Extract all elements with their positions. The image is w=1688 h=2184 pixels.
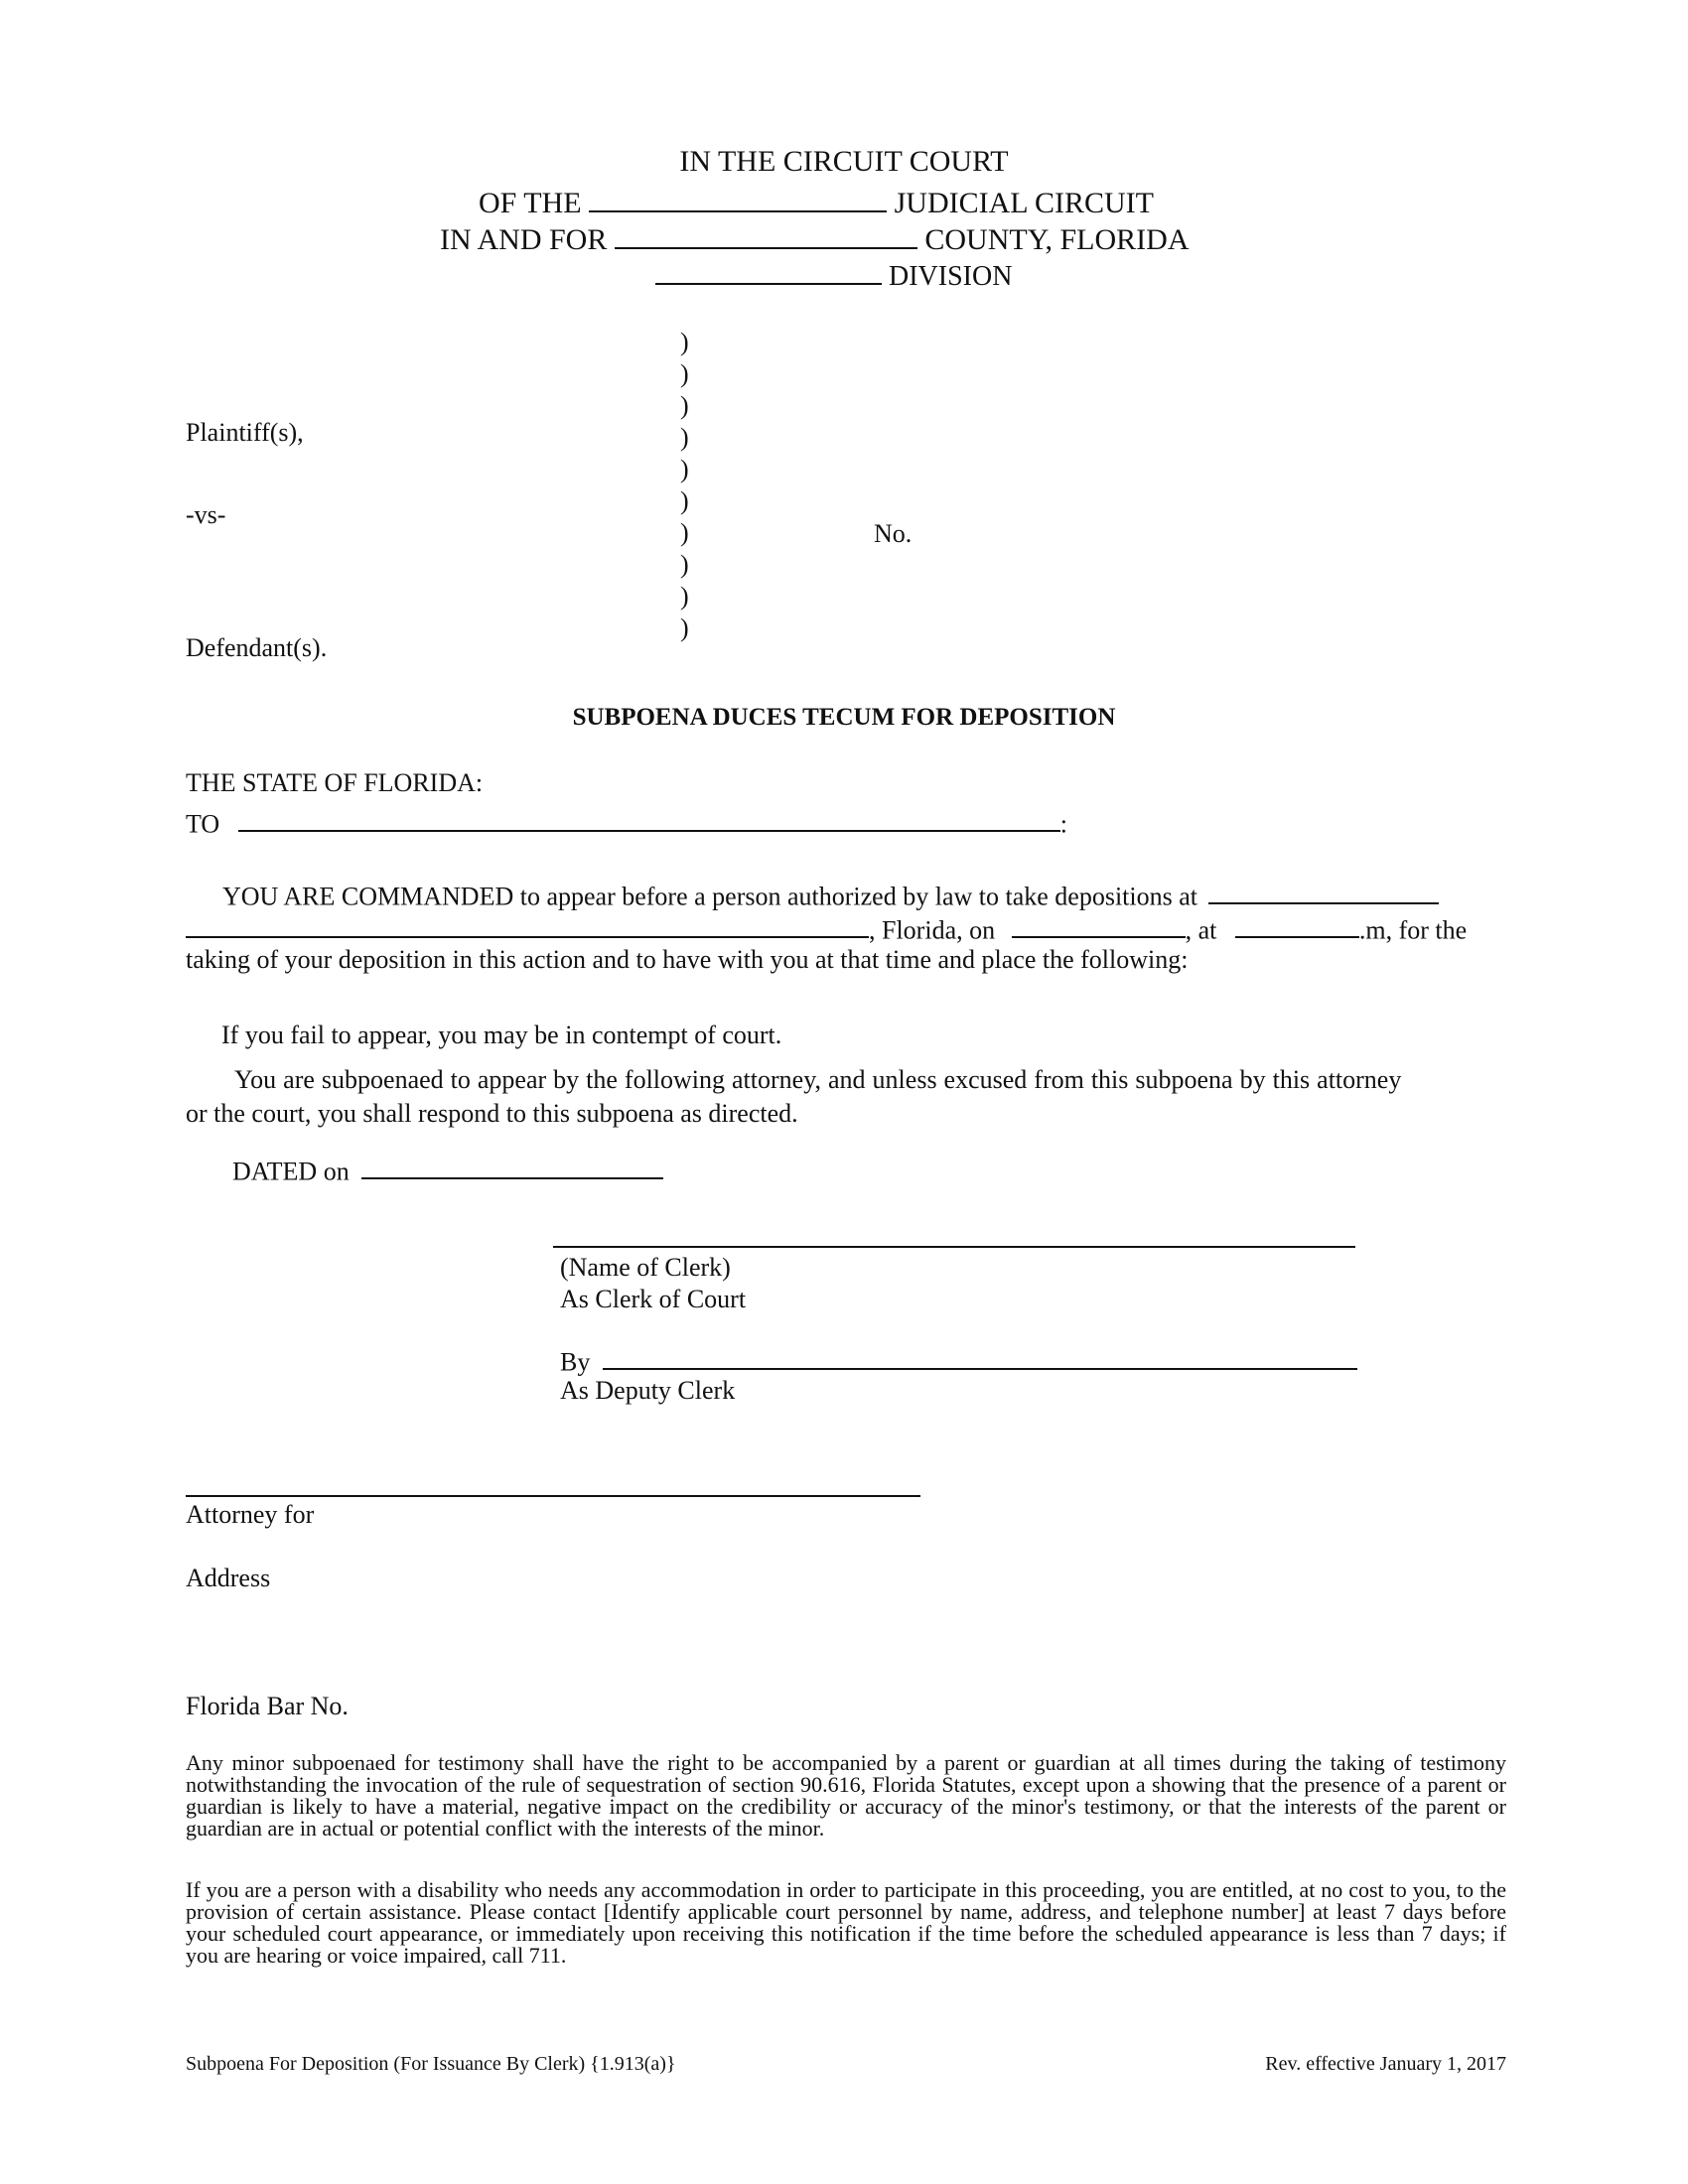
dated-blank[interactable]: [361, 1155, 663, 1179]
florida-bar-label: Florida Bar No.: [186, 1692, 349, 1720]
footer-form-name: Subpoena For Deposition (For Issuance By Clerk) {1.913(a)}: [186, 2053, 676, 2075]
header-division: DIVISION: [889, 261, 1013, 293]
deputy-clerk-label: As Deputy Clerk: [560, 1376, 736, 1405]
vs-label: -vs-: [186, 500, 226, 529]
contempt-warning: If you fail to appear, you may be in contempt of court.: [221, 1021, 782, 1049]
footer-revision: Rev. effective January 1, 2017: [1265, 2053, 1506, 2075]
header-of-the: OF THE: [479, 187, 582, 219]
caption-paren: ): [680, 486, 689, 515]
attorney-for-label: Attorney for: [186, 1500, 315, 1529]
recipient-blank[interactable]: [238, 807, 1060, 832]
dated-label: DATED on: [232, 1157, 350, 1186]
by-label: By: [560, 1347, 591, 1377]
attorney-notice-line1: You are subpoenaed to appear by the following attorney, and unless excused from this subpoena by this attorney: [234, 1065, 1402, 1094]
address-label: Address: [186, 1564, 271, 1592]
dated-line: [232, 1155, 663, 1184]
command-text-1: YOU ARE COMMANDED to appear before a person authorized by law to take depositions at: [222, 882, 1197, 911]
clerk-of-court-label: As Clerk of Court: [560, 1285, 747, 1313]
m-for-the-text: .m, for the: [1358, 915, 1468, 945]
caption-paren: ): [680, 328, 689, 356]
county-blank[interactable]: [615, 220, 917, 249]
attorney-signature-line[interactable]: [186, 1495, 920, 1497]
caption-paren: ): [680, 550, 689, 579]
header-in-and-for: IN AND FOR: [440, 223, 608, 256]
document-title: SUBPOENA DUCES TECUM FOR DEPOSITION: [572, 704, 1116, 731]
caption-paren: ): [680, 614, 689, 642]
state-of-florida: THE STATE OF FLORIDA:: [186, 768, 484, 797]
deposition-location-blank[interactable]: [1208, 880, 1439, 904]
minor-notice: Any minor subpoenaed for testimony shall have the right to be accompanied by a parent or guardian at all times during the taking of testimony notwithstanding the invocation of the rule of sequestration of section 90.616, Florida Statutes, except upon a showing that the presence of a parent or guardian is likely to have a material, negative impact on the credibility or accuracy of the minor's testimony, or that the interests of the parent or guardian are in actual or potential conflict with the interests of the minor.: [186, 1750, 1506, 1841]
deposition-city-blank[interactable]: [186, 913, 869, 938]
attorney-notice-line2: or the court, you shall respond to this subpoena as directed.: [186, 1099, 798, 1128]
plaintiff-label: Plaintiff(s),: [186, 418, 304, 447]
clerk-signature-line[interactable]: [553, 1246, 1355, 1248]
court-header-line3: [440, 220, 1190, 255]
by-line: [560, 1345, 1357, 1375]
at-text: , at: [1185, 915, 1217, 945]
clerk-name-label: (Name of Clerk): [560, 1253, 731, 1282]
deposition-time-blank[interactable]: [1235, 913, 1359, 938]
caption-paren: ): [680, 518, 689, 547]
command-line1: [222, 880, 1439, 909]
command-line3: taking of your deposition in this action and to have with you at that time and place the following:: [186, 945, 1189, 974]
ada-notice: If you are a person with a disability who needs any accommodation in order to participate in this proceeding, you are entitled, at no cost to you, to the provision of certain assistance. Please contact [Identify applicable court personnel by name, address, and telephone number] at least 7 days before your scheduled court appearance, or immediately upon receiving this notification if the time before the scheduled appearance is less than 7 days; if you are hearing or voice impaired, call 711.: [186, 1877, 1506, 1968]
court-header-line1: IN THE CIRCUIT COURT: [679, 145, 1009, 178]
court-header-line2: [479, 184, 1154, 218]
header-county-florida: COUNTY, FLORIDA: [924, 223, 1190, 256]
to-line: [186, 807, 1067, 837]
to-colon: :: [1059, 809, 1067, 839]
caption-paren: ): [680, 391, 689, 420]
caption-paren: ): [680, 455, 689, 483]
circuit-number-blank[interactable]: [589, 184, 887, 212]
florida-on-text: , Florida, on: [869, 915, 996, 945]
case-number-label: No.: [874, 519, 913, 548]
caption-paren: ): [680, 359, 689, 388]
caption-paren: ): [680, 423, 689, 452]
to-label: TO: [186, 809, 220, 839]
court-header-line4: [655, 258, 1012, 291]
division-blank[interactable]: [655, 258, 882, 285]
caption-paren: ): [680, 582, 689, 611]
command-line2: [186, 913, 1467, 943]
deputy-signature-blank[interactable]: [603, 1345, 1357, 1370]
deposition-date-blank[interactable]: [1012, 913, 1186, 938]
header-judicial-circuit: JUDICIAL CIRCUIT: [894, 187, 1154, 219]
defendant-label: Defendant(s).: [186, 633, 328, 662]
